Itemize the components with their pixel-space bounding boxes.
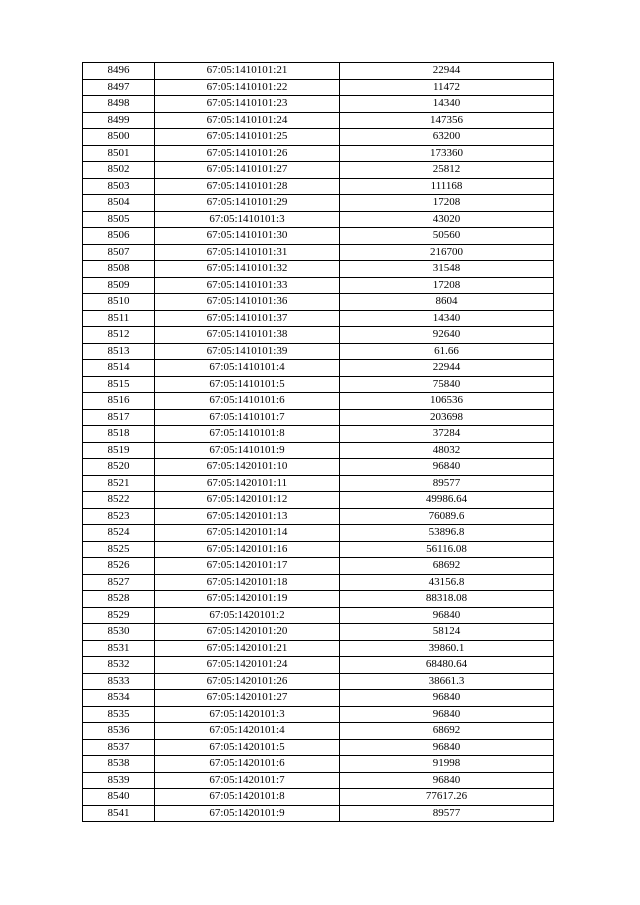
value-cell: 89577 (340, 475, 554, 492)
table-row (83, 360, 554, 377)
row-number-cell: 8538 (83, 756, 155, 773)
row-number-cell: 8503 (83, 178, 155, 195)
row-number-cell: 8532 (83, 657, 155, 674)
value-cell: 63200 (340, 129, 554, 146)
value-cell: 11472 (340, 79, 554, 96)
cadastral-number-cell: 67:05:1410101:32 (155, 261, 340, 278)
cadastral-number-cell: 67:05:1420101:13 (155, 508, 340, 525)
table-row (83, 244, 554, 261)
row-number-cell: 8522 (83, 492, 155, 509)
row-number-cell: 8510 (83, 294, 155, 311)
table-row (83, 96, 554, 113)
table-row (83, 492, 554, 509)
table-row (83, 541, 554, 558)
table-row (83, 574, 554, 591)
table-row (83, 624, 554, 641)
value-cell: 96840 (340, 607, 554, 624)
row-number-cell: 8523 (83, 508, 155, 525)
row-number-cell: 8506 (83, 228, 155, 245)
value-cell: 96840 (340, 690, 554, 707)
value-cell: 91998 (340, 756, 554, 773)
cadastral-number-cell: 67:05:1420101:27 (155, 690, 340, 707)
row-number-cell: 8531 (83, 640, 155, 657)
table-row (83, 657, 554, 674)
value-cell: 48032 (340, 442, 554, 459)
row-number-cell: 8540 (83, 789, 155, 806)
table-row (83, 261, 554, 278)
value-cell: 17208 (340, 195, 554, 212)
value-cell: 22944 (340, 360, 554, 377)
table-row (83, 805, 554, 822)
value-cell: 53896.8 (340, 525, 554, 542)
cadastral-number-cell: 67:05:1420101:11 (155, 475, 340, 492)
value-cell: 111168 (340, 178, 554, 195)
table-row (83, 129, 554, 146)
row-number-cell: 8527 (83, 574, 155, 591)
table-row (83, 409, 554, 426)
cadastral-number-cell: 67:05:1410101:6 (155, 393, 340, 410)
cadastral-number-cell: 67:05:1420101:10 (155, 459, 340, 476)
table-row (83, 211, 554, 228)
table-row (83, 591, 554, 608)
row-number-cell: 8528 (83, 591, 155, 608)
row-number-cell: 8520 (83, 459, 155, 476)
cadastral-number-cell: 67:05:1410101:24 (155, 112, 340, 129)
table-row (83, 690, 554, 707)
row-number-cell: 8500 (83, 129, 155, 146)
row-number-cell: 8535 (83, 706, 155, 723)
value-cell: 106536 (340, 393, 554, 410)
table-row (83, 426, 554, 443)
row-number-cell: 8541 (83, 805, 155, 822)
table-row (83, 343, 554, 360)
table-row (83, 178, 554, 195)
value-cell: 92640 (340, 327, 554, 344)
table-row (83, 508, 554, 525)
value-cell: 203698 (340, 409, 554, 426)
value-cell: 17208 (340, 277, 554, 294)
value-cell: 216700 (340, 244, 554, 261)
cadastral-number-cell: 67:05:1410101:30 (155, 228, 340, 245)
table-row (83, 162, 554, 179)
value-cell: 14340 (340, 310, 554, 327)
cadastral-number-cell: 67:05:1410101:7 (155, 409, 340, 426)
cadastral-number-cell: 67:05:1410101:9 (155, 442, 340, 459)
row-number-cell: 8534 (83, 690, 155, 707)
cadastral-number-cell: 67:05:1410101:8 (155, 426, 340, 443)
value-cell: 76089.6 (340, 508, 554, 525)
table-row (83, 607, 554, 624)
cadastral-number-cell: 67:05:1410101:26 (155, 145, 340, 162)
value-cell: 43020 (340, 211, 554, 228)
cadastral-number-cell: 67:05:1420101:8 (155, 789, 340, 806)
value-cell: 96840 (340, 739, 554, 756)
cadastral-number-cell: 67:05:1410101:5 (155, 376, 340, 393)
row-number-cell: 8524 (83, 525, 155, 542)
row-number-cell: 8502 (83, 162, 155, 179)
value-cell: 25812 (340, 162, 554, 179)
row-number-cell: 8498 (83, 96, 155, 113)
row-number-cell: 8511 (83, 310, 155, 327)
value-cell: 8604 (340, 294, 554, 311)
row-number-cell: 8514 (83, 360, 155, 377)
table-row (83, 310, 554, 327)
row-number-cell: 8497 (83, 79, 155, 96)
cadastral-number-cell: 67:05:1420101:6 (155, 756, 340, 773)
cadastral-number-cell: 67:05:1420101:7 (155, 772, 340, 789)
table-row (83, 277, 554, 294)
cadastral-number-cell: 67:05:1420101:19 (155, 591, 340, 608)
cadastral-number-cell: 67:05:1420101:3 (155, 706, 340, 723)
value-cell: 43156.8 (340, 574, 554, 591)
cadastral-number-cell: 67:05:1420101:21 (155, 640, 340, 657)
row-number-cell: 8508 (83, 261, 155, 278)
table-row (83, 756, 554, 773)
table-row (83, 376, 554, 393)
table-row (83, 195, 554, 212)
table-row (83, 525, 554, 542)
cadastral-number-cell: 67:05:1420101:9 (155, 805, 340, 822)
cadastral-number-cell: 67:05:1410101:38 (155, 327, 340, 344)
value-cell: 96840 (340, 772, 554, 789)
cadastral-number-cell: 67:05:1410101:39 (155, 343, 340, 360)
row-number-cell: 8512 (83, 327, 155, 344)
cadastral-number-cell: 67:05:1420101:16 (155, 541, 340, 558)
cadastral-number-cell: 67:05:1420101:5 (155, 739, 340, 756)
row-number-cell: 8505 (83, 211, 155, 228)
cadastral-number-cell: 67:05:1420101:4 (155, 723, 340, 740)
table-row (83, 475, 554, 492)
cadastral-number-cell: 67:05:1410101:3 (155, 211, 340, 228)
value-cell: 96840 (340, 459, 554, 476)
cadastral-number-cell: 67:05:1420101:20 (155, 624, 340, 641)
table-row (83, 442, 554, 459)
table-row (83, 673, 554, 690)
cadastral-number-cell: 67:05:1410101:4 (155, 360, 340, 377)
cadastral-number-cell: 67:05:1410101:29 (155, 195, 340, 212)
cadastral-number-cell: 67:05:1410101:31 (155, 244, 340, 261)
row-number-cell: 8521 (83, 475, 155, 492)
table-row (83, 723, 554, 740)
cadastral-number-cell: 67:05:1420101:2 (155, 607, 340, 624)
cadastral-number-cell: 67:05:1410101:28 (155, 178, 340, 195)
cadastral-number-cell: 67:05:1420101:26 (155, 673, 340, 690)
value-cell: 75840 (340, 376, 554, 393)
value-cell: 31548 (340, 261, 554, 278)
table-row (83, 739, 554, 756)
value-cell: 61.66 (340, 343, 554, 360)
row-number-cell: 8529 (83, 607, 155, 624)
row-number-cell: 8504 (83, 195, 155, 212)
row-number-cell: 8515 (83, 376, 155, 393)
value-cell: 88318.08 (340, 591, 554, 608)
cadastral-value-table (82, 62, 554, 822)
value-cell: 68692 (340, 558, 554, 575)
table-row (83, 459, 554, 476)
value-cell: 77617.26 (340, 789, 554, 806)
row-number-cell: 8517 (83, 409, 155, 426)
value-cell: 89577 (340, 805, 554, 822)
table-body (83, 63, 554, 822)
table-row (83, 228, 554, 245)
cadastral-number-cell: 67:05:1410101:25 (155, 129, 340, 146)
row-number-cell: 8539 (83, 772, 155, 789)
row-number-cell: 8526 (83, 558, 155, 575)
value-cell: 96840 (340, 706, 554, 723)
cadastral-number-cell: 67:05:1420101:24 (155, 657, 340, 674)
value-cell: 22944 (340, 63, 554, 80)
cadastral-number-cell: 67:05:1410101:37 (155, 310, 340, 327)
cadastral-number-cell: 67:05:1410101:27 (155, 162, 340, 179)
cadastral-number-cell: 67:05:1410101:21 (155, 63, 340, 80)
row-number-cell: 8496 (83, 63, 155, 80)
table-row (83, 640, 554, 657)
value-cell: 173360 (340, 145, 554, 162)
table-row (83, 706, 554, 723)
value-cell: 39860.1 (340, 640, 554, 657)
table-row (83, 327, 554, 344)
cadastral-number-cell: 67:05:1410101:23 (155, 96, 340, 113)
value-cell: 56116.08 (340, 541, 554, 558)
cadastral-number-cell: 67:05:1420101:17 (155, 558, 340, 575)
row-number-cell: 8533 (83, 673, 155, 690)
table-row (83, 294, 554, 311)
row-number-cell: 8509 (83, 277, 155, 294)
table-row (83, 63, 554, 80)
cadastral-number-cell: 67:05:1410101:22 (155, 79, 340, 96)
table-row (83, 393, 554, 410)
value-cell: 37284 (340, 426, 554, 443)
table-row (83, 79, 554, 96)
row-number-cell: 8501 (83, 145, 155, 162)
row-number-cell: 8499 (83, 112, 155, 129)
value-cell: 68480.64 (340, 657, 554, 674)
table-row (83, 772, 554, 789)
row-number-cell: 8530 (83, 624, 155, 641)
value-cell: 38661.3 (340, 673, 554, 690)
row-number-cell: 8536 (83, 723, 155, 740)
table-row (83, 558, 554, 575)
value-cell: 147356 (340, 112, 554, 129)
table-row (83, 145, 554, 162)
row-number-cell: 8513 (83, 343, 155, 360)
table-row (83, 789, 554, 806)
value-cell: 68692 (340, 723, 554, 740)
cadastral-number-cell: 67:05:1410101:36 (155, 294, 340, 311)
value-cell: 50560 (340, 228, 554, 245)
cadastral-number-cell: 67:05:1410101:33 (155, 277, 340, 294)
value-cell: 58124 (340, 624, 554, 641)
row-number-cell: 8507 (83, 244, 155, 261)
row-number-cell: 8516 (83, 393, 155, 410)
row-number-cell: 8537 (83, 739, 155, 756)
cadastral-number-cell: 67:05:1420101:18 (155, 574, 340, 591)
cadastral-number-cell: 67:05:1420101:14 (155, 525, 340, 542)
row-number-cell: 8519 (83, 442, 155, 459)
table-row (83, 112, 554, 129)
row-number-cell: 8518 (83, 426, 155, 443)
value-cell: 14340 (340, 96, 554, 113)
row-number-cell: 8525 (83, 541, 155, 558)
value-cell: 49986.64 (340, 492, 554, 509)
cadastral-number-cell: 67:05:1420101:12 (155, 492, 340, 509)
